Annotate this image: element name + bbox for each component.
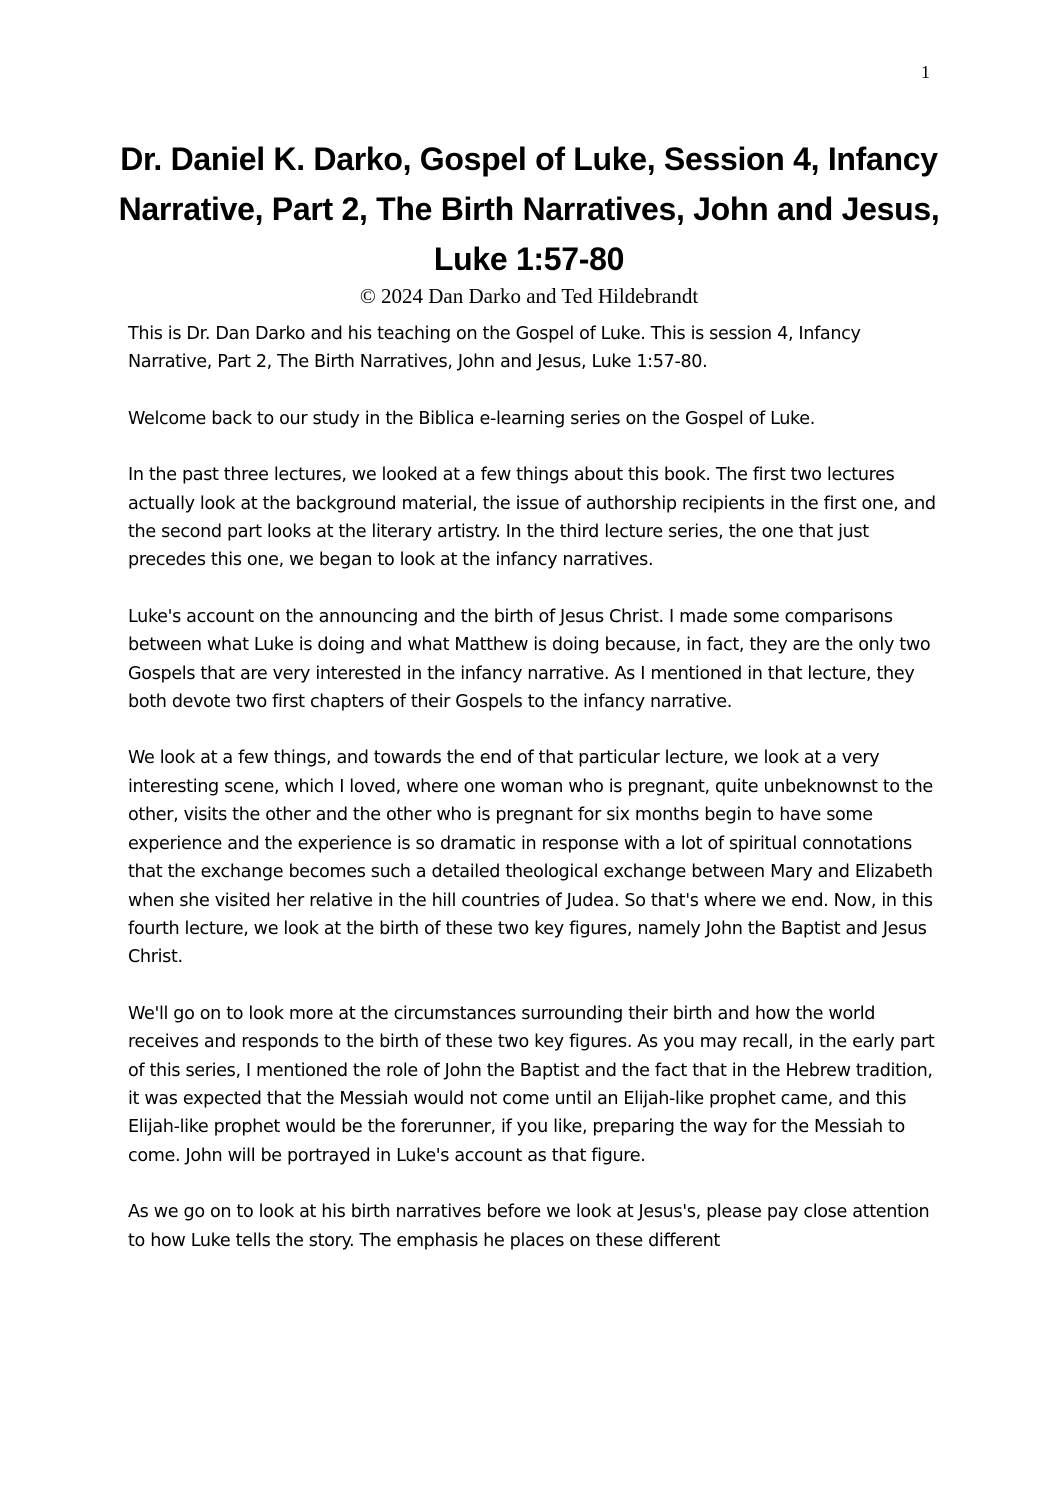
page-number: 1 (921, 62, 930, 82)
paragraph: Luke's account on the announcing and the birth of Jesus Christ. I made some comparisons between what Luke is doing and what Matthew is doing because, in fact, they are the only two Gospels that are very interested in the infancy narrative. As I mentioned in that lecture, they both devote two first chapters of their Gospels to the infancy narrative. (128, 606, 931, 713)
paragraph: We look at a few things, and towards the end of that particular lecture, we look at a very interesting scene, which I loved, where one woman who is pregnant, quite unbeknownst to the other, visits the other and the other who is pregnant for six months begin to have some experience and the experience is so dramatic in response with a lot of spiritual connotations that the exchange becomes such a detailed theological exchange between Mary and Elizabeth when she visited her relative in the hill countries of Judea. So that's where we end. Now, in this fourth lecture, we look at the birth of these two key figures, namely John the Baptist and Jesus Christ. (128, 748, 933, 968)
paragraph: This is Dr. Dan Darko and his teaching on the Gospel of Luke. This is session 4, Infancy Narrative, Part 2, The Birth Narratives, John and Jesus, Luke 1:57-80. (128, 324, 861, 373)
paragraph: Welcome back to our study in the Biblica e-learning series on the Gospel of Luke. (128, 408, 815, 429)
paragraph: In the past three lectures, we looked at a few things about this book. The first two lectures actually look at the background material, the issue of authorship recipients in the first one, and the second part looks at the literary artistry. In the third lecture series, the one that just precedes this one, we began to look at the infancy narratives. (128, 465, 936, 571)
title-block (100, 134, 958, 308)
copyright-notice: © 2024 Dan Darko and Ted Hildebrandt (359, 284, 699, 308)
paragraph: As we go on to look at his birth narratives before we look at Jesus's, please pay close attention to how Luke tells the story. The emphasis he places on these different (128, 1202, 930, 1251)
paragraph: We'll go on to look more at the circumstances surrounding their birth and how the world receives and responds to the birth of these two key figures. As you may recall, in the early part of this series, I mentioned the role of John the Baptist and the fact that in the Hebrew tradition, it was expected that the Messiah would not come until an Elijah-like prophet came, and this Elijah-like prophet would be the forerunner, if you like, preparing the way for the Messiah to come. John will be portrayed in Luke's account as that figure. (128, 1003, 935, 1166)
document-title: Dr. Daniel K. Darko, Gospel of Luke, Session 4, Infancy Narrative, Part 2, The Birth Narratives, John and Jesus, Luke 1:57-80 (118, 141, 940, 277)
document-body (128, 320, 938, 1283)
